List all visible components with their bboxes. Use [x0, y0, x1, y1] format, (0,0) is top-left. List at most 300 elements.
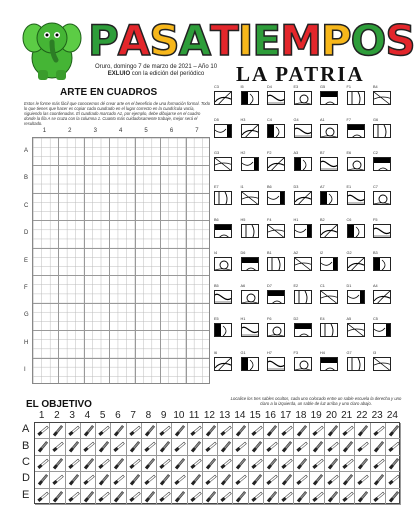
- picture-tile: [373, 352, 391, 371]
- lightsaber-cell[interactable]: [127, 456, 142, 472]
- tile-coordinate: C6: [346, 217, 352, 222]
- tile-coordinate: I2: [320, 251, 324, 255]
- tile-image: [294, 224, 312, 238]
- newspaper-brand: LA PATRIA: [236, 62, 365, 86]
- picture-tile: [373, 186, 391, 205]
- lightsaber-cell[interactable]: [325, 489, 340, 505]
- date-text: Oruro, domingo 7 de marzo de 2021 – Año 10: [94, 64, 218, 70]
- tile-coordinate: C2: [373, 151, 378, 156]
- lightsaber-cell[interactable]: [386, 456, 401, 472]
- picture-tile: [294, 119, 312, 138]
- lightsaber-cell[interactable]: [294, 472, 309, 488]
- lightsaber-cell[interactable]: [35, 489, 50, 505]
- objetivo-column-label: 15: [249, 410, 261, 421]
- grid-row-label: F: [24, 284, 28, 291]
- lightsaber-cell[interactable]: [264, 472, 279, 488]
- lightsaber-cell[interactable]: [340, 472, 355, 488]
- lightsaber-cell[interactable]: [218, 472, 233, 488]
- lightsaber-cell[interactable]: [386, 472, 401, 488]
- grid-row-divider: [33, 358, 209, 359]
- objetivo-column-label: 14: [234, 410, 246, 421]
- lightsaber-cell[interactable]: [111, 472, 126, 488]
- tile-image: [241, 124, 259, 138]
- lightsaber-cell[interactable]: [294, 489, 309, 505]
- grid-row-divider: [33, 220, 209, 221]
- tile-image: [267, 323, 285, 337]
- objetivo-column-label: 4: [84, 410, 91, 421]
- tile-image: [214, 224, 232, 238]
- lightsaber-cell[interactable]: [340, 423, 355, 439]
- lightsaber-cell[interactable]: [233, 472, 248, 488]
- tile-coordinate: A7: [320, 184, 325, 189]
- picture-tile: [294, 285, 312, 304]
- lightsaber-cell[interactable]: [157, 456, 172, 472]
- lightsaber-cell[interactable]: [50, 472, 65, 488]
- lightsaber-cell[interactable]: [249, 489, 264, 505]
- arte-instructions: Estos le forme más fácil que conocemos dé crear arte en el beneficio de una formación formal. Todo lo que tienes que hacer es copiar cada cuadrado en el lugar correcto en la cuadrícula vacía, siguiendo las coordenadas. El cuadrado marcado A1, por ejemplo, debe dibujarse en el cuadro donde la fila A se cruza con la columna 1. Cuanto más cuidadosamente trabaje, mejor será el resultado.: [24, 101, 211, 126]
- picture-tile: [373, 252, 391, 271]
- lightsaber-cell[interactable]: [50, 439, 65, 455]
- grid-row-label: D: [24, 230, 29, 237]
- objetivo-column-label: 18: [295, 410, 307, 421]
- lightsaber-cell[interactable]: [310, 489, 325, 505]
- title-letter: O: [350, 16, 386, 65]
- tile-coordinate: D4: [267, 85, 272, 89]
- tile-image: [241, 290, 259, 304]
- lightsaber-cell[interactable]: [35, 423, 50, 439]
- lightsaber-cell[interactable]: [279, 472, 294, 488]
- lightsaber-cell[interactable]: [96, 439, 111, 455]
- tile-image: [294, 257, 312, 271]
- tile-coordinate: H3: [240, 118, 246, 123]
- lightsaber-cell[interactable]: [233, 489, 248, 505]
- grid-column-label: 5: [144, 128, 148, 134]
- picture-tile: [267, 219, 285, 238]
- lightsaber-cell[interactable]: [325, 472, 340, 488]
- lightsaber-cell[interactable]: [111, 423, 126, 439]
- lightsaber-cell[interactable]: [249, 439, 264, 455]
- lightsaber-cell[interactable]: [233, 439, 248, 455]
- picture-tile: [373, 86, 391, 105]
- tile-image: [267, 224, 285, 238]
- lightsaber-cell[interactable]: [355, 423, 370, 439]
- lightsaber-cell[interactable]: [127, 439, 142, 455]
- picture-tile: [214, 86, 232, 105]
- lightsaber-cell[interactable]: [233, 456, 248, 472]
- tile-image: [267, 257, 285, 271]
- grid-row-label: I: [24, 367, 26, 374]
- picture-tile: [267, 86, 285, 105]
- lightsaber-cell[interactable]: [371, 439, 386, 455]
- tile-image: [214, 191, 232, 205]
- tile-image: [320, 290, 338, 304]
- grid-column-divider: [58, 138, 59, 383]
- tile-image: [267, 357, 285, 371]
- lightsaber-cell[interactable]: [279, 439, 294, 455]
- lightsaber-cell[interactable]: [96, 489, 111, 505]
- lightsaber-cell[interactable]: [81, 472, 96, 488]
- tile-coordinate: F6: [267, 317, 272, 322]
- title-letter: A: [117, 16, 150, 65]
- picture-tile: [214, 119, 232, 138]
- drawing-grid-area[interactable]: [32, 137, 210, 384]
- lightsaber-cell[interactable]: [264, 456, 279, 472]
- lightsaber-cell[interactable]: [66, 423, 81, 439]
- lightsaber-cell[interactable]: [66, 439, 81, 455]
- tile-image: [373, 91, 391, 105]
- grid-row-label: C: [24, 202, 29, 209]
- lightsaber-cell[interactable]: [111, 439, 126, 455]
- lightsaber-cell[interactable]: [218, 439, 233, 455]
- picture-tile: [320, 219, 338, 238]
- lightsaber-cell[interactable]: [188, 472, 203, 488]
- picture-tile: [347, 219, 365, 238]
- lightsaber-cell[interactable]: [218, 489, 233, 505]
- lightsaber-cell[interactable]: [340, 439, 355, 455]
- lightsaber-cell[interactable]: [203, 489, 218, 505]
- title-letter: M: [280, 16, 321, 65]
- tile-coordinate: B3: [373, 251, 378, 255]
- exclusive-note: con la edición del periódico: [130, 71, 205, 77]
- tile-coordinate: I6: [214, 350, 218, 355]
- tile-coordinate: B1: [267, 251, 272, 255]
- lightsaber-cell[interactable]: [249, 456, 264, 472]
- tile-image: [214, 257, 232, 271]
- lightsaber-cell[interactable]: [66, 472, 81, 488]
- picture-tile: [267, 352, 285, 371]
- lightsaber-cell[interactable]: [279, 423, 294, 439]
- tile-coordinate: H7: [267, 350, 272, 355]
- picture-tile: [294, 352, 312, 371]
- lightsaber-cell[interactable]: [50, 489, 65, 505]
- tile-image: [214, 157, 232, 171]
- objetivo-column-label: 11: [188, 410, 200, 421]
- tile-image: [320, 357, 338, 371]
- lightsaber-cell[interactable]: [66, 489, 81, 505]
- lightsaber-cell[interactable]: [203, 472, 218, 488]
- grid-column-divider: [109, 138, 110, 383]
- objetivo-column-label: 24: [386, 410, 398, 421]
- tile-coordinate: E1: [346, 184, 352, 189]
- tile-image: [347, 224, 365, 238]
- lightsaber-cell[interactable]: [264, 439, 279, 455]
- picture-tile: [347, 352, 365, 371]
- lightsaber-cell[interactable]: [172, 489, 187, 505]
- tile-image: [294, 290, 312, 304]
- tile-coordinate: G6: [373, 118, 379, 123]
- lightsaber-cell[interactable]: [172, 456, 187, 472]
- lightsaber-cell[interactable]: [157, 472, 172, 488]
- lightsaber-cell[interactable]: [157, 489, 172, 505]
- lightsaber-cell[interactable]: [325, 456, 340, 472]
- tile-coordinate: G4: [293, 118, 299, 123]
- lightsaber-cell[interactable]: [81, 489, 96, 505]
- tile-image: [373, 290, 391, 304]
- lightsaber-cell[interactable]: [203, 439, 218, 455]
- tile-image: [347, 157, 365, 171]
- picture-tile: [241, 352, 259, 371]
- lightsaber-cell[interactable]: [203, 423, 218, 439]
- lightsaber-cell[interactable]: [355, 439, 370, 455]
- lightsaber-cell[interactable]: [66, 456, 81, 472]
- tile-coordinate: E6: [346, 151, 352, 156]
- elephant-mascot-icon: [22, 14, 82, 82]
- grid-column-divider: [186, 138, 187, 383]
- tile-coordinate: C1: [320, 284, 325, 289]
- picture-tile: [294, 318, 312, 337]
- title-letter: P: [320, 16, 351, 65]
- tile-coordinate: F3: [293, 350, 298, 355]
- picture-tile: [214, 252, 232, 271]
- tile-coordinate: E3: [293, 85, 299, 89]
- objetivo-column-label: 1: [38, 410, 45, 421]
- picture-tile: [320, 352, 338, 371]
- grid-column-label: 4: [119, 128, 123, 134]
- tile-image: [347, 357, 365, 371]
- tile-coordinate: H1: [240, 317, 246, 322]
- tile-coordinate: F2: [267, 151, 272, 156]
- grid-row-label: H: [24, 339, 29, 346]
- lightsaber-cell[interactable]: [35, 472, 50, 488]
- tile-coordinate: F4: [267, 217, 272, 222]
- lightsaber-cell[interactable]: [50, 423, 65, 439]
- lightsaber-cell[interactable]: [127, 423, 142, 439]
- tile-coordinate: I5: [240, 85, 244, 89]
- lightsaber-cell[interactable]: [340, 456, 355, 472]
- lightsaber-cell[interactable]: [188, 439, 203, 455]
- picture-tile: [267, 252, 285, 271]
- title-letter: A: [178, 16, 211, 65]
- lightsaber-cell[interactable]: [355, 456, 370, 472]
- lightsaber-cell[interactable]: [157, 423, 172, 439]
- tile-coordinate: D1: [346, 284, 352, 289]
- lightsaber-cell[interactable]: [371, 489, 386, 505]
- lightsaber-cell[interactable]: [294, 439, 309, 455]
- tile-image: [320, 191, 338, 205]
- picture-tile: [241, 86, 259, 105]
- picture-tile: [241, 285, 259, 304]
- picture-tile: [373, 219, 391, 238]
- grid-row-label: B: [24, 175, 29, 182]
- tile-image: [294, 157, 312, 171]
- lightsaber-cell[interactable]: [264, 423, 279, 439]
- lightsaber-cell[interactable]: [310, 456, 325, 472]
- picture-tile: [373, 119, 391, 138]
- lightsaber-cell[interactable]: [142, 456, 157, 472]
- tile-image: [347, 257, 365, 271]
- lightsaber-cell[interactable]: [249, 472, 264, 488]
- picture-tile: [320, 152, 338, 171]
- objetivo-column-label: 21: [341, 410, 353, 421]
- lightsaber-cell[interactable]: [203, 456, 218, 472]
- lightsaber-cell[interactable]: [142, 472, 157, 488]
- grid-column-label: 7: [195, 128, 199, 134]
- picture-tile: [294, 186, 312, 205]
- picture-tile: [347, 152, 365, 171]
- tile-image: [241, 157, 259, 171]
- exclusive-label: EXLUIO: [107, 71, 131, 77]
- lightsaber-cell[interactable]: [142, 489, 157, 505]
- picture-tile: [320, 285, 338, 304]
- tile-image: [214, 357, 232, 371]
- tile-image: [320, 224, 338, 238]
- picture-tile: [241, 186, 259, 205]
- lightsaber-cell[interactable]: [81, 439, 96, 455]
- picture-tile: [373, 285, 391, 304]
- tile-coordinate: A3: [293, 151, 299, 156]
- tile-coordinate: A1: [320, 118, 325, 123]
- tile-coordinate: F5: [373, 217, 378, 222]
- picture-tile: [347, 119, 365, 138]
- tile-coordinate: B5: [214, 284, 219, 289]
- lightsaber-cell[interactable]: [188, 489, 203, 505]
- pasatiempos-title: [88, 16, 415, 65]
- lightsaber-cell[interactable]: [371, 472, 386, 488]
- grid-column-label: 2: [68, 128, 72, 134]
- lightsaber-cell[interactable]: [35, 456, 50, 472]
- tile-coordinate: B6: [214, 217, 219, 222]
- tile-coordinate: E2: [293, 284, 299, 289]
- picture-tile: [320, 252, 338, 271]
- tile-coordinate: C7: [373, 184, 378, 189]
- tile-image: [347, 323, 365, 337]
- lightsaber-cell[interactable]: [386, 489, 401, 505]
- lightsaber-cell[interactable]: [249, 423, 264, 439]
- tile-coordinate: H2: [240, 151, 246, 156]
- lightsaber-cell[interactable]: [188, 423, 203, 439]
- lightsaber-cell[interactable]: [218, 456, 233, 472]
- lightsaber-cell[interactable]: [81, 456, 96, 472]
- lightsaber-cell[interactable]: [157, 439, 172, 455]
- lightsaber-cell[interactable]: [294, 456, 309, 472]
- picture-tile: [347, 318, 365, 337]
- tile-image: [320, 157, 338, 171]
- lightsaber-cell[interactable]: [355, 472, 370, 488]
- tile-image: [241, 257, 259, 271]
- picture-tile: [214, 352, 232, 371]
- lightsaber-cell[interactable]: [142, 439, 157, 455]
- lightsaber-cell[interactable]: [279, 489, 294, 505]
- tile-image: [214, 91, 232, 105]
- lightsaber-cell[interactable]: [96, 456, 111, 472]
- lightsaber-grid[interactable]: [34, 422, 400, 504]
- lightsaber-cell[interactable]: [279, 456, 294, 472]
- tile-image: [294, 124, 312, 138]
- picture-tile: [347, 186, 365, 205]
- tile-image: [214, 323, 232, 337]
- lightsaber-cell[interactable]: [310, 423, 325, 439]
- lightsaber-cell[interactable]: [111, 489, 126, 505]
- tile-image: [373, 257, 391, 271]
- objetivo-column-label: 16: [264, 410, 276, 421]
- tile-coordinate: G1: [240, 350, 246, 355]
- tile-image: [241, 323, 259, 337]
- lightsaber-cell[interactable]: [294, 423, 309, 439]
- lightsaber-cell[interactable]: [81, 423, 96, 439]
- lightsaber-cell[interactable]: [310, 439, 325, 455]
- tile-image: [267, 191, 285, 205]
- picture-tile: [347, 252, 365, 271]
- lightsaber-cell[interactable]: [310, 472, 325, 488]
- picture-tile: [373, 152, 391, 171]
- objetivo-column-label: 10: [173, 410, 185, 421]
- lightsaber-cell[interactable]: [371, 423, 386, 439]
- lightsaber-cell[interactable]: [172, 439, 187, 455]
- tile-image: [294, 323, 312, 337]
- tile-coordinate: F7: [346, 118, 351, 123]
- tile-coordinate: D2: [293, 317, 299, 322]
- lightsaber-cell[interactable]: [50, 456, 65, 472]
- lightsaber-cell[interactable]: [325, 439, 340, 455]
- lightsaber-cell[interactable]: [218, 423, 233, 439]
- picture-tile: [267, 285, 285, 304]
- lightsaber-cell[interactable]: [340, 489, 355, 505]
- lightsaber-cell[interactable]: [264, 489, 279, 505]
- tile-image: [320, 323, 338, 337]
- empty-drawing-grid: [22, 126, 212, 388]
- lightsaber-cell[interactable]: [233, 423, 248, 439]
- lightsaber-cell[interactable]: [96, 423, 111, 439]
- grid-column-label: 3: [93, 128, 97, 134]
- lightsaber-cell[interactable]: [96, 472, 111, 488]
- lightsaber-cell[interactable]: [188, 456, 203, 472]
- tile-coordinate: G2: [346, 251, 352, 255]
- lightsaber-cell[interactable]: [325, 423, 340, 439]
- objetivo-instructions: Localice los tres sables ocultos, cada uno colocado entre un sable escuela la derecha y uno claro a la izquierda, un sable de luz arriba y uno claro abajo.: [230, 396, 402, 406]
- lightsaber-cell[interactable]: [142, 423, 157, 439]
- lightsaber-cell[interactable]: [386, 439, 401, 455]
- title-letter: E: [252, 16, 281, 65]
- tile-image: [241, 91, 259, 105]
- tile-coordinate: E4: [320, 317, 325, 322]
- tile-image: [267, 91, 285, 105]
- picture-tile: [241, 152, 259, 171]
- lightsaber-cell[interactable]: [127, 472, 142, 488]
- lightsaber-cell[interactable]: [172, 472, 187, 488]
- objetivo-column-label: 5: [99, 410, 106, 421]
- objetivo-column-label: 9: [160, 410, 167, 421]
- lightsaber-cell[interactable]: [371, 456, 386, 472]
- tile-image: [294, 91, 312, 105]
- lightsaber-cell[interactable]: [355, 489, 370, 505]
- grid-column-divider: [135, 138, 136, 383]
- objetivo-column-label: 8: [145, 410, 152, 421]
- tile-coordinate: D6: [240, 251, 246, 255]
- objetivo-row-label: E: [22, 488, 30, 501]
- tile-coordinate: B6: [267, 184, 272, 189]
- tile-coordinate: C4: [267, 118, 272, 123]
- picture-tile: [320, 318, 338, 337]
- tile-coordinate: G5: [320, 85, 326, 89]
- lightsaber-cell[interactable]: [111, 456, 126, 472]
- lightsaber-cell[interactable]: [172, 423, 187, 439]
- tile-coordinate: G7: [346, 350, 352, 355]
- tile-image: [294, 357, 312, 371]
- title-letter: P: [88, 16, 118, 65]
- lightsaber-cell[interactable]: [35, 439, 50, 455]
- lightsaber-cell[interactable]: [386, 423, 401, 439]
- picture-tile: [214, 318, 232, 337]
- tile-coordinate: H5: [240, 217, 246, 222]
- objetivo-section-title: EL OBJETIVO: [26, 399, 92, 410]
- picture-tile: [214, 285, 232, 304]
- tile-coordinate: H4: [320, 350, 325, 355]
- tile-image: [214, 290, 232, 304]
- tile-coordinate: H1: [293, 217, 299, 222]
- picture-tile: [267, 318, 285, 337]
- lightsaber-cell[interactable]: [127, 489, 142, 505]
- tile-image: [214, 124, 232, 138]
